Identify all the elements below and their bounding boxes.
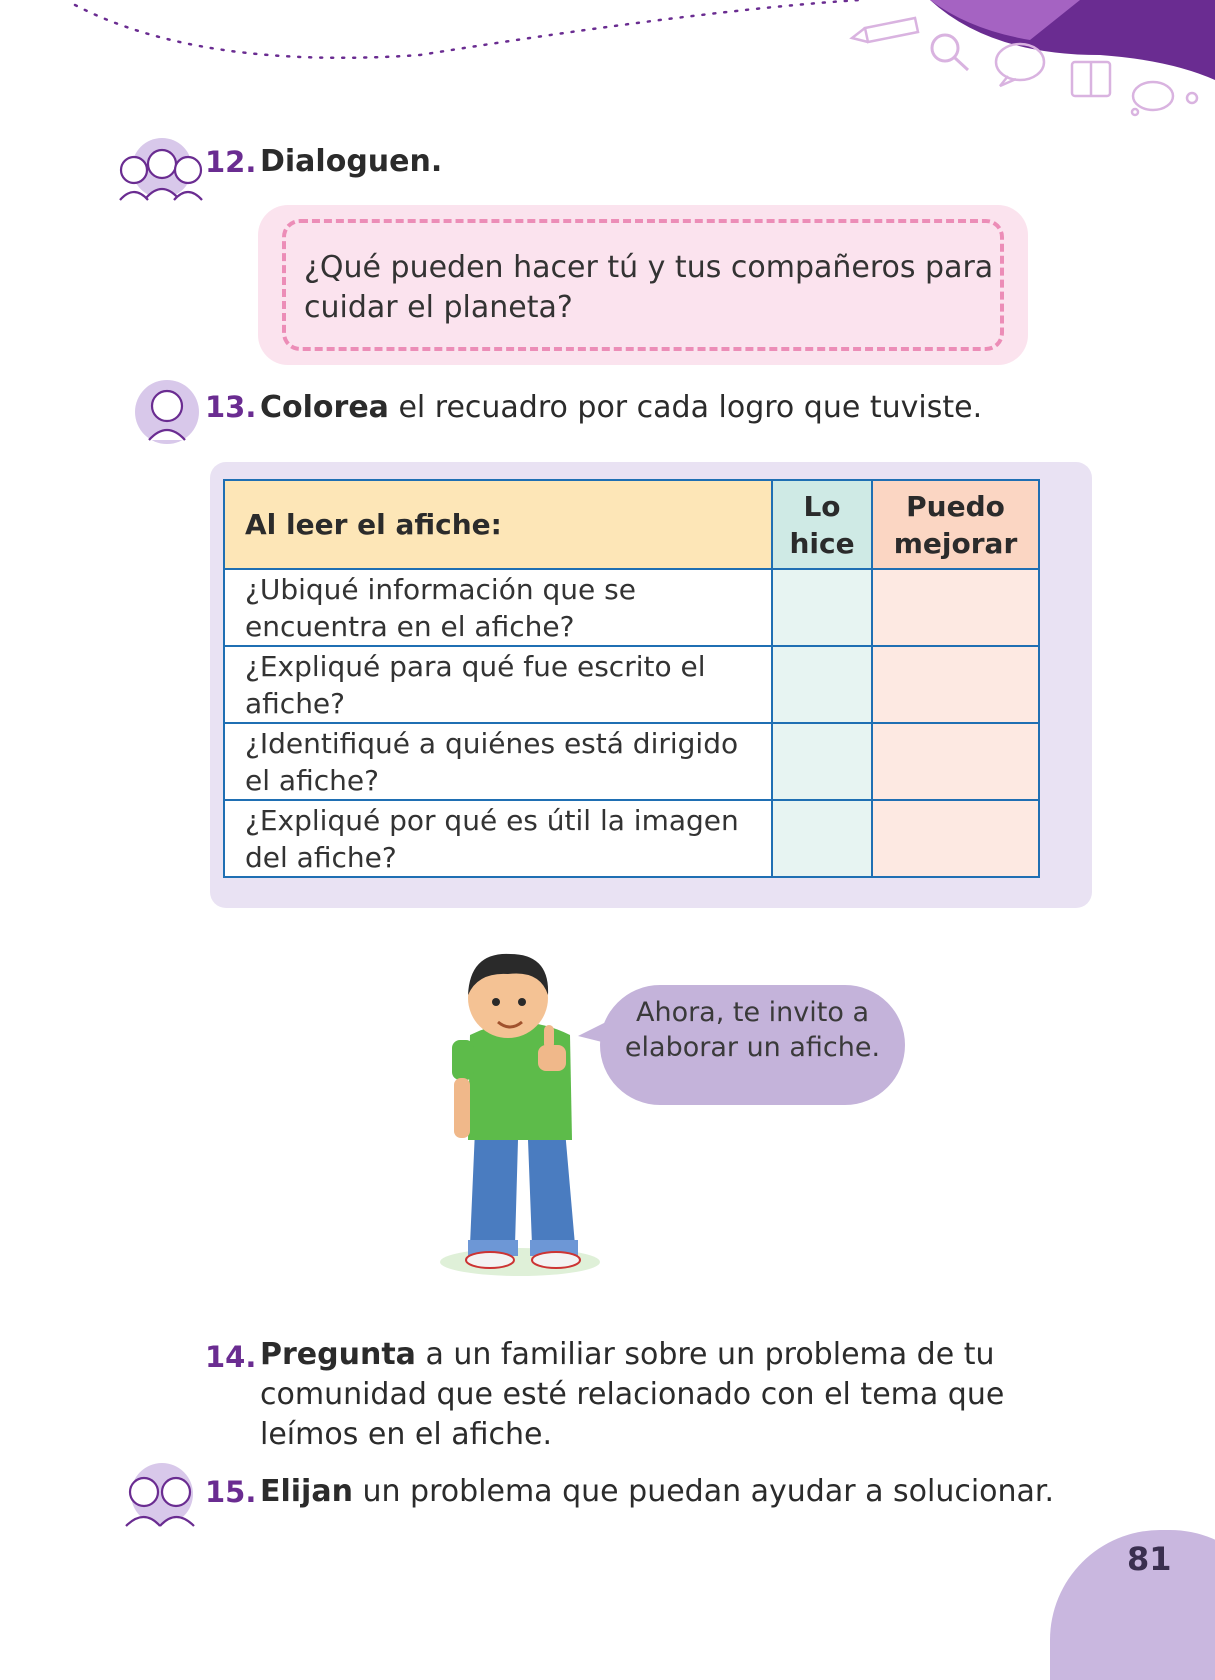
student-icon [133,378,201,446]
chat-bubble-icon [996,44,1044,86]
magnifier-icon [932,35,968,70]
item-number-15: 15. [205,1475,257,1509]
table-row [224,569,1039,646]
checkbox-puedo-mejorar[interactable] [872,646,1039,723]
checkbox-lo-hice[interactable] [772,723,872,800]
achievement-table [223,479,1040,878]
checkbox-puedo-mejorar[interactable] [872,723,1039,800]
page-number: 81 [1127,1540,1172,1578]
boy-illustration [430,940,610,1280]
thought-cloud-icon [1132,82,1197,115]
checkbox-lo-hice[interactable] [772,646,872,723]
pair-of-students-icon [118,1458,202,1528]
checkbox-lo-hice[interactable] [772,569,872,646]
dialog-question: ¿Qué pueden hacer tú y tus compañeros para cuidar el planeta? [304,250,994,325]
header-al-leer: Al leer el afiche: [224,480,772,569]
item-15-bold: Elijan [260,1474,353,1509]
item-15-rest: un problema que puedan ayudar a solucionar. [352,1474,1055,1509]
checkbox-lo-hice[interactable] [772,800,872,877]
item-number-12: 12. [205,145,257,179]
item-13-rest: el recuadro por cada logro que tuviste. [388,390,983,425]
item-14-bold: Pregunta [260,1337,416,1372]
pencil-icon [852,18,918,42]
speech-bubble-text: Ahora, te invito a elaborar un afiche. [624,997,881,1063]
table-row [224,723,1039,800]
table-row [224,646,1039,723]
row-question: ¿Expliqué por qué es útil la imagen del afiche? [224,800,772,877]
item-12-text [260,142,442,182]
book-icon [1072,62,1110,96]
item-13-bold: Colorea [260,390,389,425]
item-number-14: 14. [205,1340,257,1374]
item-12-bold: Dialoguen. [260,144,443,179]
group-of-three-icon [112,130,208,202]
checkbox-puedo-mejorar[interactable] [872,800,1039,877]
item-15-text [260,1472,1160,1512]
row-question: ¿Ubiqué información que se encuentra en el afiche? [224,569,772,646]
row-question: ¿Expliqué para qué fue escrito el afiche? [224,646,772,723]
header-decoration [0,0,1215,130]
item-14-text [260,1335,1070,1455]
item-number-13: 13. [205,390,257,424]
table-row [224,800,1039,877]
row-question: ¿Identifiqué a quiénes está dirigido el afiche? [224,723,772,800]
item-14-rest: a un familiar sobre un problema de tu comunidad que esté relacionado con el tema que leímos en el afiche. [260,1337,1005,1452]
header-puedo-mejorar: Puedo mejorar [872,480,1039,569]
header-lo-hice: Lo hice [772,480,872,569]
item-13-text [260,388,1120,428]
checkbox-puedo-mejorar[interactable] [872,569,1039,646]
